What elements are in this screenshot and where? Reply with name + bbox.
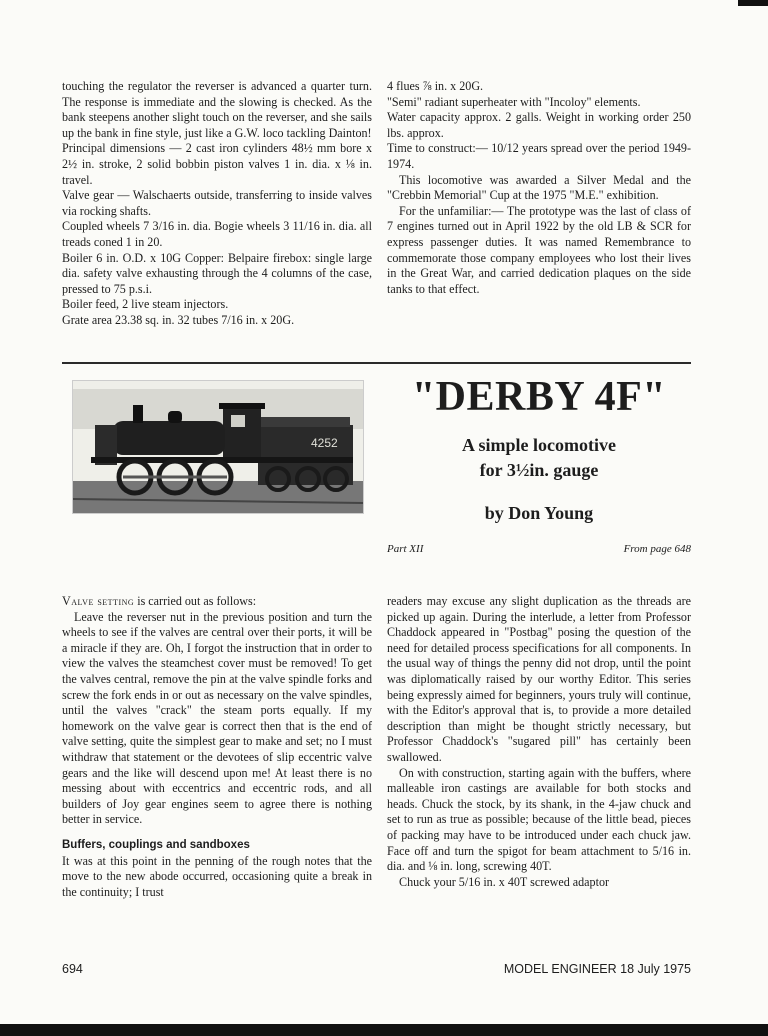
paragraph: This locomotive was awarded a Silver Medal and the "Crebbin Memorial" Cup at the 1975 "M.E." exhibition. — [387, 172, 691, 203]
section-heading: Buffers, couplings and sandboxes — [62, 838, 250, 851]
article-column-right — [387, 594, 691, 890]
paragraph: Chuck your 5/16 in. x 40T screwed adaptor — [399, 874, 610, 889]
lead-in: Valve setting — [62, 594, 135, 608]
paragraph: readers may excuse any slight duplication as the threads are picked up again. During the interlude, a letter from Professor Chaddock appeared in "Postbag" posing the question of the need for detailed process specifications for all components. In the usual way of things the penny did not drop, until the point was diplomatically raised by our worthy Editor. This series being expressly aimed for beginners, yours truly will continue, with the Editor's approval that is, to provide a more detailed description than might be thought strictly necessary, but Professor Chaddock's "sugared pill" has certainly been swallowed. — [387, 594, 691, 764]
paragraph: "Semi" radiant superheater with "Incoloy" elements. — [387, 94, 641, 109]
paragraph: 4 flues ⅞ in. x 20G. — [387, 79, 484, 93]
paragraph: Time to construct:— 10/12 years spread over the period 1949-1974. — [387, 141, 691, 171]
magazine-footer: MODEL ENGINEER 18 July 1975 — [503, 962, 691, 976]
paragraph: For the unfamiliar:— The prototype was the last of class of 7 engines turned out in April 1922 by the old LB & SCR for express passenger duties. It was named Remembrance to commemorate those company employees who lost their lives in the Great War, and carried dedication plaques on the side tanks to that effect. — [387, 203, 691, 296]
spec-column-left — [62, 79, 372, 329]
scan-bottom-edge — [0, 1024, 768, 1036]
paragraph: Principal dimensions — 2 cast iron cylinders 48½ mm bore x 2½ in. stroke, 2 solid bobbin piston valves 1 in. dia. x ⅛ in. travel. — [62, 141, 372, 187]
paragraph: touching the regulator the reverser is advanced a quarter turn. The response is immediate and the slowing is checked. As the bank steepens another slight touch on the reverser, and she sails up the bank in fine style, just like a G.W. loco tackling Dainton! — [62, 79, 372, 140]
article-title: "DERBY 4F" — [411, 374, 667, 420]
locomotive-photo — [72, 380, 364, 514]
paragraph: On with construction, starting again with the buffers, where malleable iron castings are available for both stocks and heads. Chuck the stock, by its shank, in the 4-jaw chuck and set to run as true as possible; because of the little bead, pieces of packing may have to be introduced under each chuck jaw. Face off and turn the spigot for beam attachment to 5/16 in. dia. and ⅛ in. long, screwing 40T. — [387, 765, 691, 874]
part-label: Part XII — [387, 543, 424, 555]
paragraph: It was at this point in the penning of the rough notes that the move to the new abode occurred, occasioning quite a break in the continuity; I trust — [62, 853, 372, 899]
paragraph: Boiler feed, 2 live steam injectors. — [62, 297, 229, 312]
byline: by Don Young — [484, 503, 594, 523]
cab-number: 4252 — [311, 436, 338, 450]
paragraph: Valve gear — Walschaerts outside, transferring to inside valves via rocking shafts. — [62, 188, 372, 218]
page-number: 694 — [62, 962, 83, 976]
from-page-label: From page 648 — [623, 543, 691, 555]
section-divider — [62, 362, 691, 364]
article-column-left — [62, 594, 372, 900]
paragraph — [62, 594, 372, 610]
article-subtitle — [387, 433, 691, 483]
paragraph: Water capacity approx. 2 galls. Weight in working order 250 lbs. approx. — [387, 110, 691, 140]
scan-edge-mark — [738, 0, 768, 6]
subtitle-line: A simple locomotive — [462, 435, 616, 455]
paragraph: Leave the reverser nut in the previous position and turn the wheels to see if the valves are central over their ports, it will be a miracle if they are. Oh, I forgot the instruction that in order to view the valves the steamchest cover must be removed! To get the valves central, remove the pin at the valve spindle forks and screw the fork ends in or out as necessary on the valve spindles, until the valves "crack" the steam ports equally. If my homework on the valve gear is correct then that is the end of valve setting, quite the simplest gear to make and set; no I must withdraw that statement or the devotees of slip eccentric valve gears and the like will descend upon me! At least there is no messing about with eccentrics and eccentric rods, and all builders of Joy gear engines seem to agree there is nothing better in service. — [62, 609, 372, 827]
paragraph: Grate area 23.38 sq. in. 32 tubes 7/16 in. x 20G. — [62, 312, 295, 327]
paragraph: Coupled wheels 7 3/16 in. dia. Bogie wheels 3 11/16 in. dia. all treads coned 1 in 20. — [62, 219, 372, 249]
paragraph: Boiler 6 in. O.D. x 10G Copper: Belpaire firebox: single large dia. safety valve exhausting through the 4 columns of the case, pressed to 75 p.s.i. — [62, 250, 372, 296]
lead-in-rest: is carried out as follows: — [134, 594, 257, 608]
spec-column-right — [387, 79, 691, 297]
subtitle-line: for 3½in. gauge — [479, 460, 599, 480]
